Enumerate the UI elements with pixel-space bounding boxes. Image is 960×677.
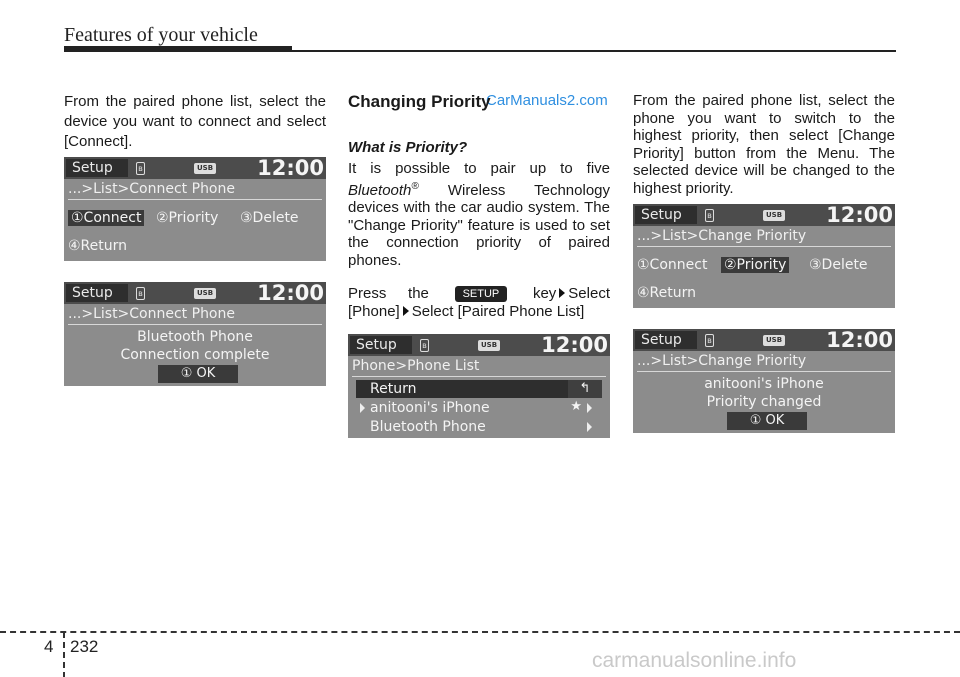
- usb-icon: USB: [763, 210, 785, 221]
- column-3: [633, 92, 895, 197]
- screen-change-priority-menu: [633, 204, 895, 308]
- clock: 12:00: [826, 329, 893, 352]
- phone-text: [Phone]: [348, 302, 400, 320]
- watermark-top: CarManuals2.com: [486, 92, 608, 109]
- para-text-a: It is possible to pair up to five: [348, 160, 610, 177]
- column-2: [348, 92, 610, 320]
- clock: 12:00: [541, 334, 608, 357]
- path-divider: [68, 199, 322, 200]
- bluetooth-icon: ʙ: [136, 162, 145, 175]
- setup-tab: Setup: [66, 284, 128, 302]
- arrow-right-icon: [559, 288, 565, 298]
- setup-tab: Setup: [66, 159, 128, 177]
- chevron-right-icon: [587, 422, 592, 432]
- col3-intro: From the paired phone list, select the phone you want to switch to the highest priority, then select [Change Priority] button from the Menu. The selected device will be changed to the highest priority.: [633, 92, 895, 197]
- screen-path: ...>List>Connect Phone: [68, 181, 235, 197]
- usb-icon: USB: [194, 163, 216, 174]
- menu-option-priority-label: ②Priority: [721, 257, 789, 273]
- setup-tab: Setup: [635, 206, 697, 224]
- screen-path: ...>List>Change Priority: [637, 353, 807, 369]
- bluetooth-icon: ʙ: [420, 339, 429, 352]
- footer-rule: [0, 631, 960, 633]
- menu-option-priority[interactable]: ②Priority: [156, 210, 219, 226]
- ok-button[interactable]: ① OK: [158, 365, 238, 383]
- message-line-1: anitooni's iPhone: [704, 376, 824, 392]
- chevron-right-icon: [587, 403, 592, 413]
- ok-button[interactable]: ① OK: [727, 412, 807, 430]
- chapter-number: 4: [44, 637, 54, 656]
- clock: 12:00: [257, 157, 324, 180]
- page-number: 232: [70, 637, 99, 656]
- list-item-label: Bluetooth Phone: [370, 419, 486, 435]
- screen-path: ...>List>Connect Phone: [68, 306, 235, 322]
- list-item-label: Return: [370, 381, 417, 397]
- footer-vertical-rule: [63, 632, 65, 677]
- select-text: Select: [568, 285, 610, 302]
- select-paired-text: Select [Paired Phone List]: [411, 302, 585, 320]
- usb-icon: USB: [763, 335, 785, 346]
- list-item-phone-2[interactable]: [356, 418, 602, 436]
- setup-tab: Setup: [635, 331, 697, 349]
- press-text: Press the: [348, 285, 429, 302]
- message-line-2: Priority changed: [706, 394, 822, 410]
- message-line-2: Connection complete: [120, 347, 270, 363]
- screen-priority-changed: [633, 329, 895, 433]
- section-heading: Changing Priority: [348, 92, 491, 111]
- screen-path: Phone>Phone List: [352, 358, 480, 374]
- screen-connect-menu: [64, 157, 326, 261]
- path-divider: [637, 246, 891, 247]
- col1-intro: From the paired phone list, select the device you want to connect and select [Connect].: [64, 93, 326, 150]
- bluetooth-icon: ʙ: [705, 209, 714, 222]
- watermark-bottom: carmanualsonline.info: [592, 649, 797, 672]
- clock: 12:00: [257, 282, 324, 305]
- arrow-right-icon: [403, 306, 409, 316]
- usb-icon: USB: [478, 340, 500, 351]
- path-divider: [352, 376, 606, 377]
- list-item-return[interactable]: [356, 380, 602, 398]
- screen-connection-complete: [64, 282, 326, 386]
- menu-option-connect-label: ①Connect: [68, 210, 144, 226]
- usb-icon: USB: [194, 288, 216, 299]
- menu-option-connect[interactable]: ①Connect: [637, 257, 708, 273]
- setup-tab: Setup: [350, 336, 412, 354]
- key-text: key: [532, 285, 557, 302]
- screen-path: ...>List>Change Priority: [637, 228, 807, 244]
- sub-heading: What is Priority?: [348, 138, 468, 156]
- brand-bluetooth: Bluetooth: [348, 181, 412, 199]
- return-icon: ↰: [568, 380, 602, 398]
- page-header-title: Features of your vehicle: [64, 24, 258, 46]
- column-1: [64, 92, 326, 152]
- menu-option-priority[interactable]: [721, 256, 789, 274]
- priority-star-icon: ★: [570, 399, 582, 414]
- menu-option-return[interactable]: ④Return: [637, 285, 697, 301]
- screen-phone-list: [348, 334, 610, 438]
- bluetooth-icon: ʙ: [136, 287, 145, 300]
- path-divider: [637, 371, 891, 372]
- setup-key-icon: SETUP: [455, 286, 508, 302]
- menu-option-delete[interactable]: ③Delete: [809, 257, 868, 273]
- clock: 12:00: [826, 204, 893, 227]
- list-item-label: anitooni's iPhone: [370, 400, 490, 416]
- para-text-b: Wireless Technology devices with the car audio system. The "Change Priority" feature is used to set the connection priority of paired phones.: [348, 181, 610, 269]
- selection-arrow-icon: [360, 403, 365, 413]
- header-rule: [64, 50, 896, 52]
- menu-option-connect[interactable]: [68, 209, 144, 227]
- list-item-phone-1[interactable]: [356, 399, 602, 417]
- col2-paragraph: [348, 160, 610, 269]
- col2-instruction: [348, 285, 610, 320]
- menu-option-delete[interactable]: ③Delete: [240, 210, 299, 226]
- path-divider: [68, 324, 322, 325]
- message-line-1: Bluetooth Phone: [137, 329, 253, 345]
- menu-option-return[interactable]: ④Return: [68, 238, 128, 254]
- bluetooth-icon: ʙ: [705, 334, 714, 347]
- registered-mark: ®: [411, 180, 419, 192]
